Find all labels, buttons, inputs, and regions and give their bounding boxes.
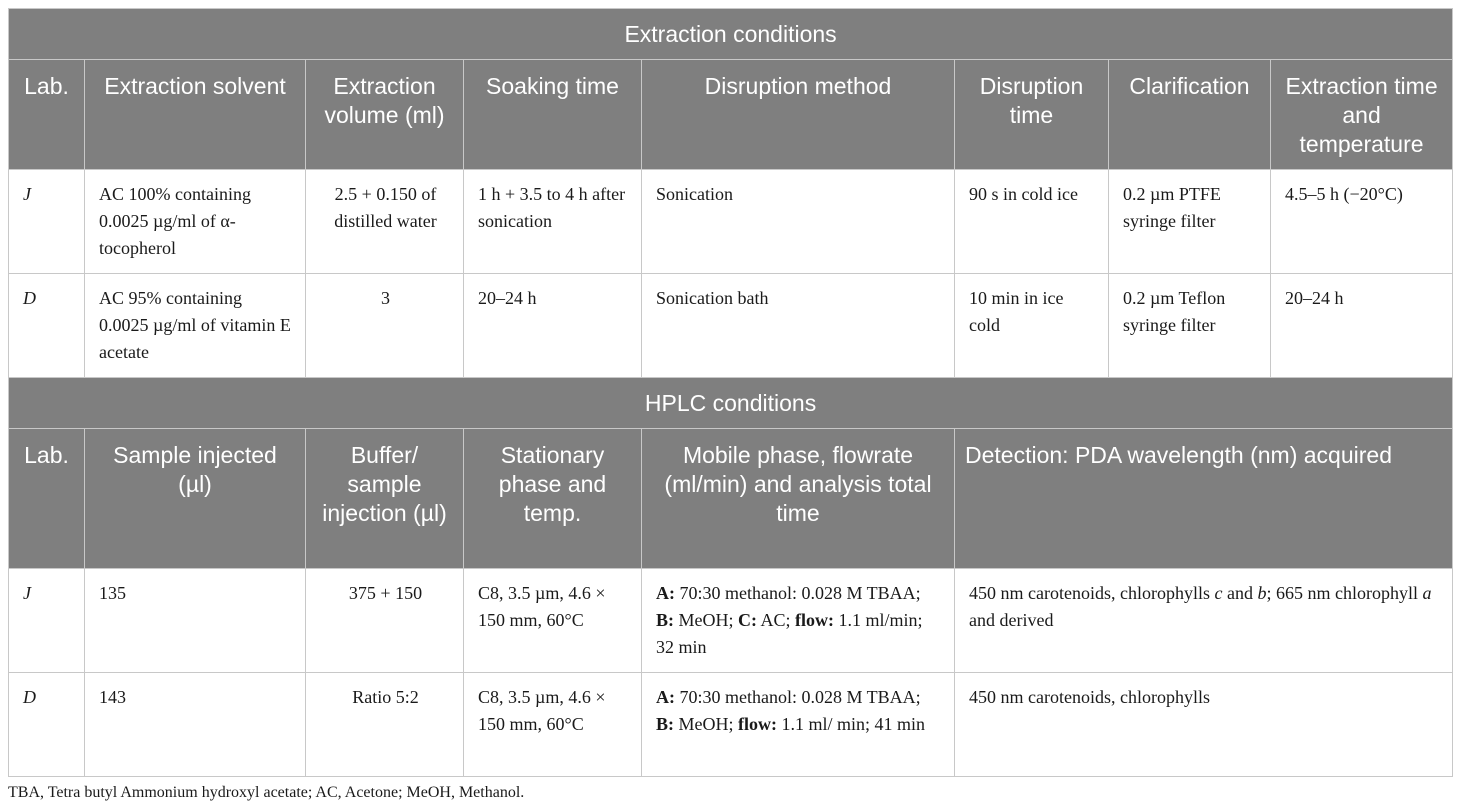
mobile-phase-a-text: 70:30 methanol: 0.028 M TBAA; [675,583,921,603]
extraction-solvent-cell: AC 100% containing 0.0025 µg/ml of α-tocopherol [85,170,306,274]
stationary-phase-cell: C8, 3.5 µm, 4.6 × 150 mm, 60°C [464,673,642,777]
lab-cell: J [9,170,85,274]
mobile-phase-flow-label: flow: [738,714,777,734]
column-header-stationary-phase: Stationary phase and temp. [464,429,642,569]
hplc-column-header-row [9,429,1453,569]
mobile-phase-a-text: 70:30 methanol: 0.028 M TBAA; [675,687,921,707]
buffer-sample-injection-cell: 375 + 150 [306,569,464,673]
extraction-volume-cell: 2.5 + 0.150 of distilled water [306,170,464,274]
extraction-column-header-row [9,60,1453,170]
column-header-mobile-phase: Mobile phase, flowrate (ml/min) and analysis total time [642,429,955,569]
table-row [9,673,1453,777]
mobile-phase-b-label: B: [656,610,674,630]
disruption-time-cell: 10 min in ice cold [955,274,1109,378]
mobile-phase-c-text: AC; [757,610,796,630]
mobile-phase-flow-label: flow: [795,610,835,630]
column-header-disruption-method: Disruption method [642,60,955,170]
table-row [9,274,1453,378]
lab-cell: J [9,569,85,673]
detection-cell [955,569,1453,673]
table-footnote: TBA, Tetra butyl Ammonium hydroxyl acetate; AC, Acetone; MeOH, Methanol. [8,784,525,801]
mobile-phase-cell [642,673,955,777]
conditions-table [8,8,1453,777]
mobile-phase-cell [642,569,955,673]
clarification-cell: 0.2 µm Teflon syringe filter [1109,274,1271,378]
extraction-solvent-cell: AC 95% containing 0.0025 µg/ml of vitamin E acetate [85,274,306,378]
detection-text: and [1222,583,1258,603]
sample-injected-cell: 135 [85,569,306,673]
disruption-time-cell: 90 s in cold ice [955,170,1109,274]
column-header-extraction-volume: Extraction volume (ml) [306,60,464,170]
detection-cell: 450 nm carotenoids, chlorophylls [955,673,1453,777]
extraction-section-title: Extraction conditions [9,9,1453,60]
soaking-time-cell: 1 h + 3.5 to 4 h after sonication [464,170,642,274]
mobile-phase-c-label: C: [738,610,757,630]
column-header-extraction-time-temperature: Extraction time and temperature [1271,60,1453,170]
detection-text: ; 665 nm chlorophyll [1266,583,1423,603]
lab-cell: D [9,274,85,378]
column-header-lab: Lab. [9,429,85,569]
column-header-disruption-time: Disruption time [955,60,1109,170]
mobile-phase-a-label: A: [656,583,675,603]
mobile-phase-b-text: MeOH; [674,610,738,630]
column-header-detection: Detection: PDA wavelength (nm) acquired [955,429,1453,569]
disruption-method-cell: Sonication [642,170,955,274]
hplc-section-title: HPLC conditions [9,378,1453,429]
mobile-phase-a-label: A: [656,687,675,707]
hplc-section-header-row [9,378,1453,429]
detection-italic: c [1214,583,1223,603]
column-header-clarification: Clarification [1109,60,1271,170]
column-header-lab: Lab. [9,60,85,170]
mobile-phase-b-text: MeOH; [674,714,738,734]
extraction-volume-cell: 3 [306,274,464,378]
detection-italic: a [1422,583,1432,603]
mobile-phase-flow-text: 1.1 ml/min; 32 min [656,610,923,657]
buffer-sample-injection-cell: Ratio 5:2 [306,673,464,777]
detection-text: 450 nm carotenoids, chlorophylls [969,583,1215,603]
column-header-sample-injected: Sample injected (µl) [85,429,306,569]
disruption-method-cell: Sonication bath [642,274,955,378]
stationary-phase-cell: C8, 3.5 µm, 4.6 × 150 mm, 60°C [464,569,642,673]
soaking-time-cell: 20–24 h [464,274,642,378]
extraction-time-temperature-cell: 20–24 h [1271,274,1453,378]
sample-injected-cell: 143 [85,673,306,777]
detection-text: and derived [969,610,1054,630]
clarification-cell: 0.2 µm PTFE syringe filter [1109,170,1271,274]
mobile-phase-flow-text: 1.1 ml/ min; 41 min [777,714,926,734]
column-header-buffer-sample-injection: Buffer/ sample injection (µl) [306,429,464,569]
lab-cell: D [9,673,85,777]
extraction-time-temperature-cell: 4.5–5 h (−20°C) [1271,170,1453,274]
extraction-section-header-row [9,9,1453,60]
detection-italic: b [1257,583,1267,603]
column-header-extraction-solvent: Extraction solvent [85,60,306,170]
column-header-soaking-time: Soaking time [464,60,642,170]
table-row [9,170,1453,274]
mobile-phase-b-label: B: [656,714,674,734]
table-row [9,569,1453,673]
